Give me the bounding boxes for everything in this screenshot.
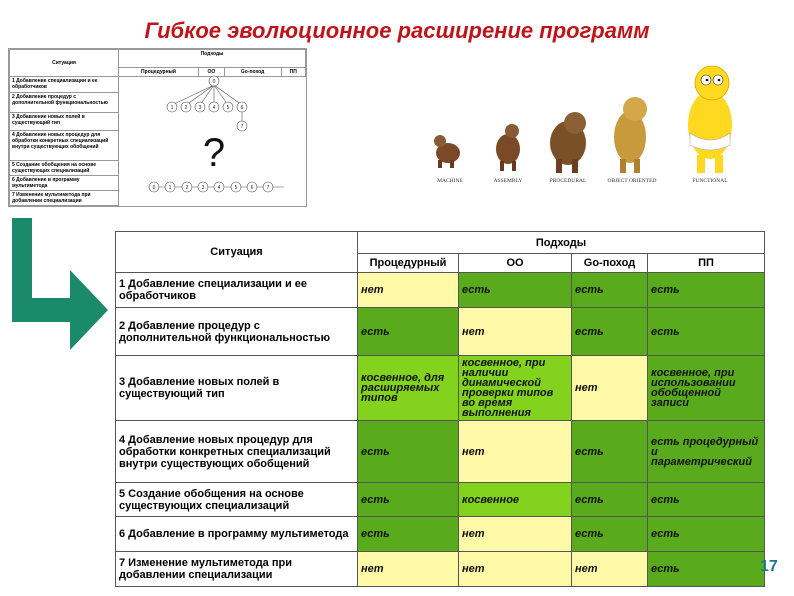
mini-col: ПП — [281, 68, 305, 77]
chain-node: 6 — [250, 185, 254, 191]
column-header: Go-поход — [572, 254, 648, 273]
situation-cell: 6 Добавление в программу мультиметода — [116, 517, 358, 552]
value-cell: нет — [459, 421, 572, 483]
tree-node: 3 — [198, 105, 202, 111]
tree-node: 1 — [170, 105, 174, 111]
value-cell: косвенное — [459, 483, 572, 517]
tree-node: 7 — [240, 124, 244, 130]
value-cell: есть — [572, 517, 648, 552]
chain-node: 5 — [234, 185, 238, 191]
value-cell: нет — [459, 308, 572, 356]
value-cell: есть — [648, 308, 765, 356]
figure-procedural — [550, 112, 586, 173]
value-cell: нет — [358, 273, 459, 308]
comparison-table-container — [115, 231, 764, 587]
value-cell: есть — [572, 273, 648, 308]
table-row — [116, 421, 765, 483]
value-cell: нет — [459, 552, 572, 587]
figure-machine — [434, 135, 460, 168]
chain-node: 1 — [168, 185, 172, 191]
mini-row-label: 6 Добавление в программу мультиметода — [10, 176, 119, 191]
table-row — [116, 273, 765, 308]
value-cell: есть — [572, 421, 648, 483]
figure-assembly — [496, 124, 520, 171]
value-cell: есть — [358, 517, 459, 552]
question-mark: ? — [202, 131, 226, 175]
evo-label: OBJECT ORIENTED — [607, 178, 657, 184]
value-cell: есть — [648, 517, 765, 552]
table-row — [116, 552, 765, 587]
mini-row-label: 5 Создание обобщения на основе существующих специализаций — [10, 161, 119, 176]
table-row — [116, 356, 765, 421]
table-row — [116, 308, 765, 356]
tree-node: 6 — [240, 105, 244, 111]
figure-object-oriented — [614, 97, 647, 173]
approaches-header: Подходы — [358, 232, 765, 254]
chain-node: 0 — [152, 185, 156, 191]
value-cell: есть — [572, 308, 648, 356]
value-cell: есть — [648, 273, 765, 308]
tree-node: 4 — [212, 105, 216, 111]
bent-arrow-icon — [8, 218, 108, 350]
evolution-illustration — [420, 55, 765, 190]
situation-header: Ситуация — [116, 232, 358, 273]
value-cell: есть процедурный и параметрический — [648, 421, 765, 483]
mini-row-label: 3 Добавление новых полей в существующий тип — [10, 113, 119, 131]
situation-cell: 7 Изменение мультиметода при добавлении специализации — [116, 552, 358, 587]
column-header: Процедурный — [358, 254, 459, 273]
mini-col: ОО — [199, 68, 225, 77]
chain-node: 2 — [185, 185, 189, 191]
value-cell: есть — [358, 483, 459, 517]
evo-label: FUNCTIONAL — [692, 178, 728, 184]
value-cell: есть — [648, 552, 765, 587]
value-cell: нет — [459, 517, 572, 552]
mini-situation-header: Ситуация — [10, 50, 119, 77]
mini-row-label: 4 Добавление новых процедур для обработки конкретных специализаций внутри существующих обобщений — [10, 131, 119, 161]
value-cell: есть — [358, 421, 459, 483]
mini-col: Процедурный — [119, 68, 199, 77]
value-cell: косвенное, для расширяемых типов — [358, 356, 459, 421]
tree-node: 0 — [212, 79, 216, 85]
value-cell: косвенное, при использовании обобщенной записи — [648, 356, 765, 421]
value-cell: косвенное, при наличии динамической проверки типов во время выполнения — [459, 356, 572, 421]
page-number: 17 — [760, 558, 778, 575]
figure-functional — [688, 66, 732, 173]
slide-title: Гибкое эволюционное расширение программ — [144, 18, 650, 43]
mini-row-label: 1 Добавление специализации и ее обработчиков — [10, 77, 119, 93]
evo-label: ASSEMBLY — [493, 178, 523, 184]
value-cell: нет — [572, 356, 648, 421]
column-header: ОО — [459, 254, 572, 273]
mini-row-label: 2 Добавление процедур с дополнительной функциональностью — [10, 93, 119, 113]
value-cell: нет — [358, 552, 459, 587]
tree-node: 2 — [184, 105, 188, 111]
table-row — [116, 483, 765, 517]
evo-label: PROCEDURAL — [549, 178, 587, 184]
value-cell: нет — [572, 552, 648, 587]
thumbnail-previous-slide — [8, 48, 307, 207]
tree-node: 5 — [226, 105, 230, 111]
hierarchy-diagram — [121, 71, 306, 206]
value-cell: есть — [572, 483, 648, 517]
chain-node: 4 — [217, 185, 221, 191]
value-cell: есть — [358, 308, 459, 356]
mini-approaches-header: Подходы — [119, 50, 306, 68]
chain-node: 3 — [201, 185, 205, 191]
situation-cell: 3 Добавление новых полей в существующий тип — [116, 356, 358, 421]
value-cell: есть — [459, 273, 572, 308]
table-row — [116, 517, 765, 552]
situation-cell: 5 Создание обобщения на основе существующих специализаций — [116, 483, 358, 517]
mini-row-label: 7 Изменение мультиметода при добавлении специализации — [10, 191, 119, 206]
column-header: ПП — [648, 254, 765, 273]
situation-cell: 2 Добавление процедур с дополнительной функциональностью — [116, 308, 358, 356]
situation-cell: 4 Добавление новых процедур для обработки конкретных специализаций внутри существующих обобщений — [116, 421, 358, 483]
mini-col: Go-поход — [224, 68, 281, 77]
chain-node: 7 — [266, 185, 270, 191]
comparison-table — [115, 231, 765, 587]
situation-cell: 1 Добавление специализации и ее обработчиков — [116, 273, 358, 308]
evo-label: MACHINE — [437, 178, 463, 184]
value-cell: есть — [648, 483, 765, 517]
